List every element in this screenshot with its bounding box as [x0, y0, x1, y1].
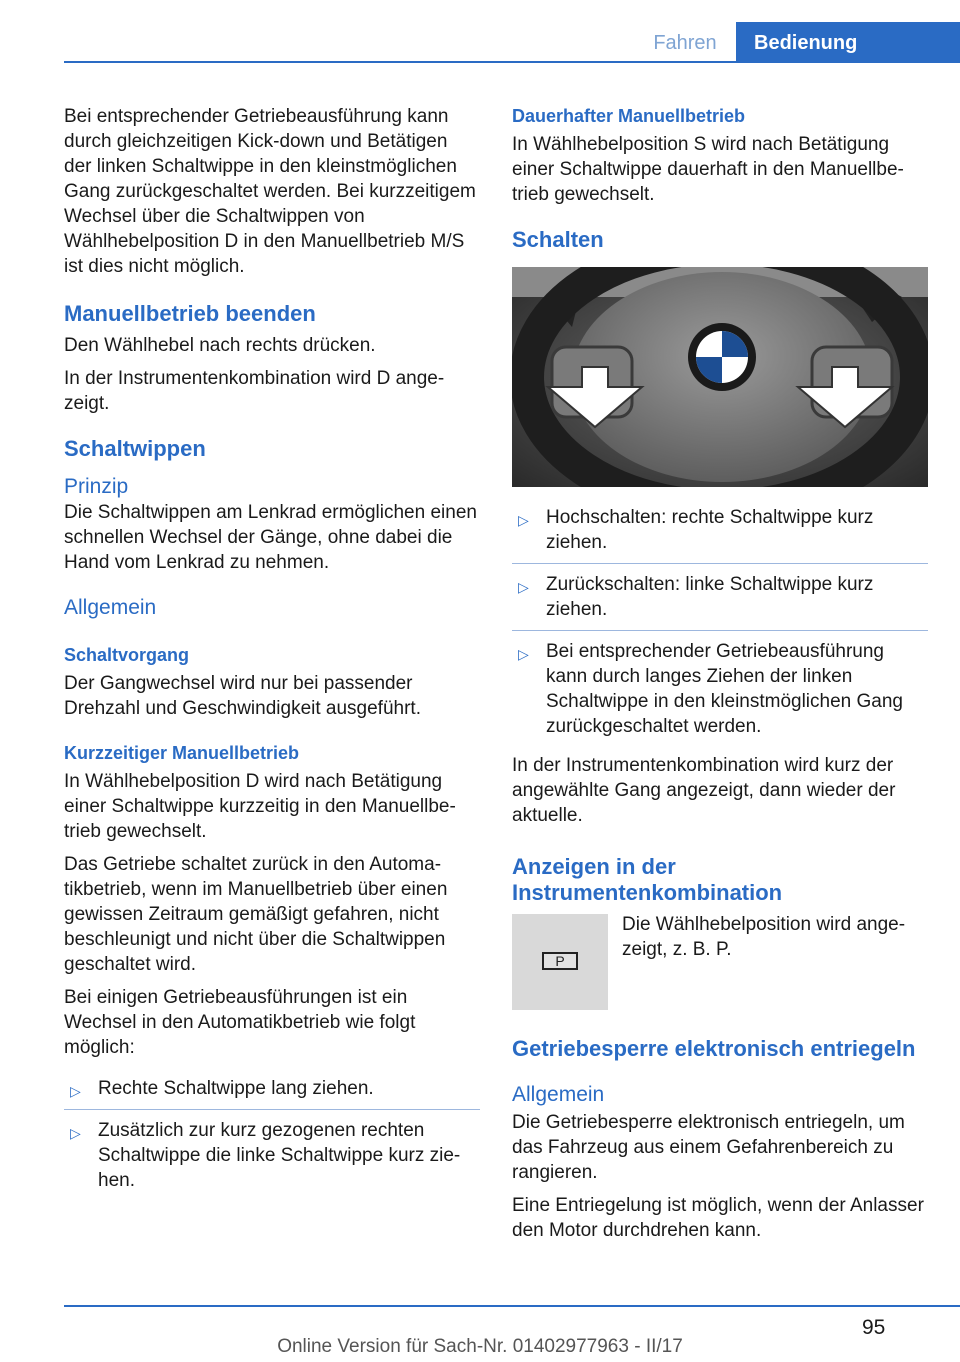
triangle-bullet-icon: ▷ [70, 1083, 81, 1099]
heading-schaltvorgang: Schaltvorgang [64, 645, 190, 665]
page-number: 95 [862, 1316, 886, 1339]
heading-kurzzeitiger-manuellbetrieb: Kurzzeitiger Manuellbetrieb [64, 743, 300, 763]
paragraph: In Wählhebelposition D wird nach Betätigung einer Schaltwippe kurzzeitig in den Manuellbetrieb gewechselt. [64, 771, 456, 842]
list-item [512, 497, 928, 564]
triangle-bullet-icon: ▷ [518, 579, 529, 595]
paragraph: In der Instrumentenkombination wird D angezeigt. [64, 368, 445, 414]
steering-wheel-illustration [512, 267, 928, 487]
indicator-description: Die Wählhebelposition wird angezeigt, z. B. P. [622, 914, 906, 960]
paragraph: In Wählhebelposition S wird nach Betätigung einer Schaltwippe dauerhaft in den Manuellbetrieb gewechselt. [512, 134, 904, 205]
bullet-list [512, 497, 928, 747]
paragraph: Eine Entriegelung ist möglich, wenn der Anlasser den Motor durchdrehen kann. [512, 1195, 924, 1241]
heading-allgemein: Allgemein [512, 1083, 605, 1106]
paragraph: Das Getriebe schaltet zurück in den Automatikbetrieb, wenn im Manuellbetrieb über einen gewissen Zeitraum gemäßigt gefahren, nicht beschleunigt und nicht über die Schaltwippen geschaltet wird. [64, 854, 448, 975]
paragraph: In der Instrumentenkombination wird kurz der angewählte Gang angezeigt, dann wieder der aktuelle. [512, 755, 896, 826]
left-column [64, 104, 480, 1207]
heading-getriebesperre-elektronisch-entriegeln: Getriebesperre elektronisch entriegeln [512, 1036, 916, 1061]
list-item-text: Bei entsprechender Getriebeausführung kann durch langes Ziehen der linken Schaltwippe in den kleinstmöglichen Gang zurückgeschaltet werden. [546, 641, 903, 737]
header-divider [64, 61, 960, 63]
bullet-list [64, 1068, 480, 1201]
heading-schalten: Schalten [512, 227, 604, 252]
footer-divider [64, 1305, 960, 1307]
right-column [512, 104, 928, 1251]
steering-wheel-photo [512, 267, 928, 487]
heading-anzeigen-in-der-instrumentenkombination: Anzeigen in der Instrumentenkombination [512, 854, 783, 905]
page-header [0, 0, 960, 62]
list-item [64, 1068, 480, 1110]
paragraph: Bei einigen Getriebeausführungen ist ein Wechsel in den Automatikbetrieb wie folgt möglich: [64, 987, 416, 1058]
heading-schaltwippen: Schaltwippen [64, 436, 206, 461]
list-item [512, 631, 928, 747]
heading-manuellbetrieb-beenden: Manuellbetrieb beenden [64, 301, 316, 326]
heading-dauerhafter-manuellbetrieb: Dauerhafter Manuellbetrieb [512, 106, 746, 126]
intro-paragraph: Bei entsprechender Getriebeausführung kann durch gleichzeitigen Kick-down und Betätigen der linken Schaltwippe in den kleinstmöglichen Gang zurückgeschaltet werden. Bei kurzzeitigem Wechsel über die Schaltwippen von Wählhebelposition D in den Manuellbetrieb M/S ist dies nicht möglich. [64, 106, 476, 277]
paragraph: Die Schaltwippen am Lenkrad ermöglichen einen schnellen Wechsel der Gänge, ohne dabei die Hand vom Lenkrad zu nehmen. [64, 502, 477, 573]
list-item-text: Rechte Schaltwippe lang ziehen. [98, 1078, 374, 1099]
section-tab-bedienung[interactable]: Bedienung [736, 22, 960, 62]
paragraph: Der Gangwechsel wird nur bei passender Drehzahl und Geschwindigkeit ausgeführt. [64, 673, 421, 719]
list-item-text: Zurückschalten: linke Schaltwippe kurz ziehen. [546, 574, 874, 620]
triangle-bullet-icon: ▷ [518, 512, 529, 528]
indicator-example [512, 914, 928, 1010]
list-item [64, 1110, 480, 1201]
heading-prinzip: Prinzip [64, 475, 129, 498]
triangle-bullet-icon: ▷ [70, 1125, 81, 1141]
paragraph: Die Getriebesperre elektronisch entriegeln, um das Fahrzeug aus einem Gefahrenbereich zu rangieren. [512, 1112, 905, 1183]
gear-indicator-image [512, 914, 608, 1010]
section-tab-fahren[interactable]: Fahren [653, 32, 717, 54]
gear-p-symbol: P [542, 952, 578, 970]
list-item [512, 564, 928, 631]
triangle-bullet-icon: ▷ [518, 646, 529, 662]
paragraph: Den Wählhebel nach rechts drücken. [64, 335, 376, 356]
list-item-text: Hochschalten: rechte Schaltwippe kurz ziehen. [546, 507, 874, 553]
heading-allgemein: Allgemein [64, 596, 157, 619]
footer-version-text: Online Version für Sach-Nr. 01402977963 - II/17 [277, 1336, 683, 1357]
list-item-text: Zusätzlich zur kurz gezogenen rechten Schaltwippe die linke Schaltwippe kurz ziehen. [98, 1120, 461, 1191]
